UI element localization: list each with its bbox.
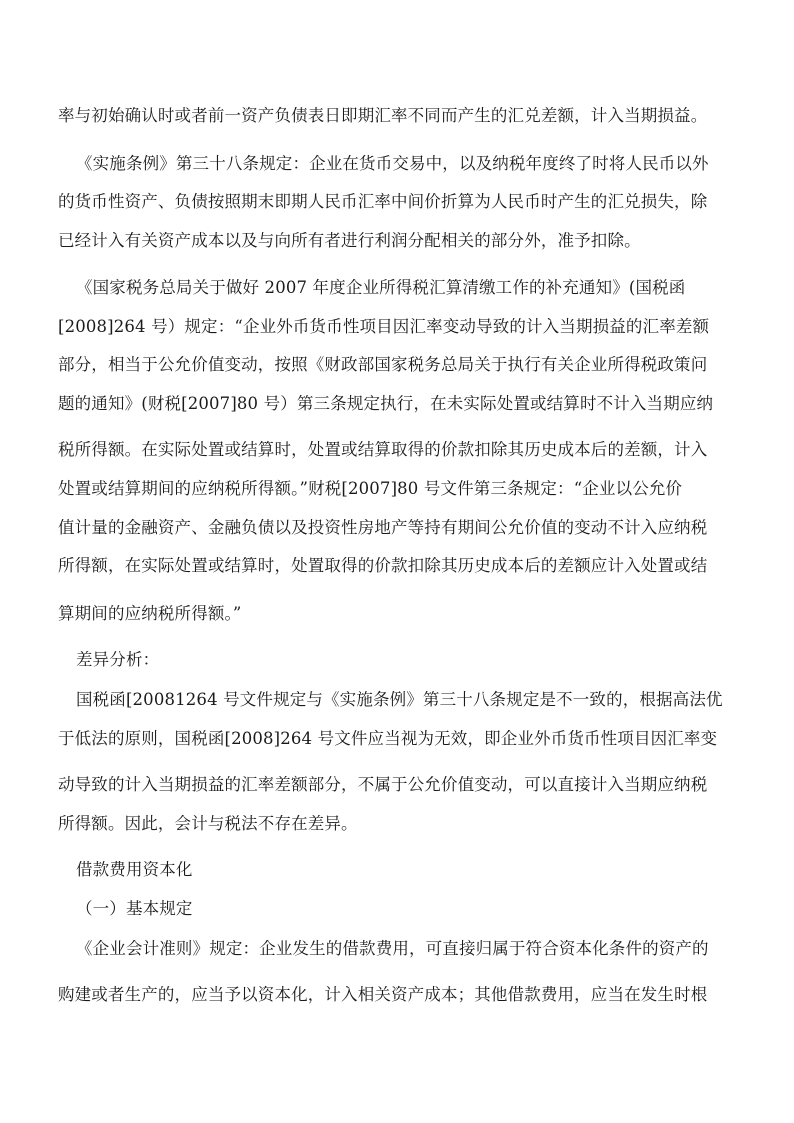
text-line: 题的通知》(财税[2007]80 号）第三条规定执行，在未实际处置或结算时不计入当期应纳	[58, 394, 714, 413]
text-line: 已经计入有关资产成本以及与向所有者进行利润分配相关的部分外，准予扣除。	[58, 231, 641, 250]
text-line: 的货币性资产、负债按照期末即期人民币汇率中间价折算为人民币时产生的汇兑损失，除	[58, 192, 708, 211]
text-line: 于低法的原则，国税函[2008]264 号文件应当视为无效，即企业外币货币性项目因汇率变	[58, 729, 718, 748]
text-line: 国税函[20081264 号文件规定与《实施条例》第三十八条规定是不一致的，根据高法优	[76, 690, 723, 709]
text-line: [2008]264 号）规定：“企业外币货币性项目因汇率变动导致的计入当期损益的汇率差额	[58, 317, 710, 336]
text-line: 处置或结算期间的应纳税所得额。”财税[2007]80 号文件第三条规定：“企业以公允价	[58, 479, 683, 498]
section-heading: 借款费用资本化	[76, 860, 193, 879]
text-line: 《国家税务总局关于做好 2007 年度企业所得税汇算清缴工作的补充通知》(国税函	[76, 278, 686, 297]
text-line: 所得额，在实际处置或结算时，处置取得的价款扣除其历史成本后的差额应计入处置或结	[58, 556, 708, 575]
text-line: 所得额。因此，会计与税法不存在差异。	[58, 814, 358, 833]
section-heading: 差异分析：	[76, 650, 160, 669]
text-line: 动导致的计入当期损益的汇率差额部分，不属于公允价值变动，可以直接计入当期应纳税	[58, 775, 708, 794]
text-line: 《企业会计准则》规定：企业发生的借款费用，可直接归属于符合资本化条件的资产的	[76, 939, 709, 958]
text-line: 算期间的应纳税所得额。”	[58, 604, 242, 623]
text-line: 《实施条例》第三十八条规定：企业在货币交易中，以及纳税年度终了时将人民币以外	[76, 154, 709, 173]
text-line: 税所得额。在实际处置或结算时，处置或结算取得的价款扣除其历史成本后的差额，计入	[58, 440, 708, 459]
text-line: 部分，相当于公允价值变动，按照《财政部国家税务总局关于执行有关企业所得税政策问	[58, 355, 708, 374]
text-line: 购建或者生产的，应当予以资本化，计入相关资产成本；其他借款费用，应当在发生时根	[58, 985, 708, 1004]
section-subheading: （一）基本规定	[76, 899, 193, 918]
text-line: 值计量的金融资产、金融负债以及投资性房地产等持有期间公允价值的变动不计入应纳税	[58, 518, 708, 537]
text-line: 率与初始确认时或者前一资产负债表日即期汇率不同而产生的汇兑差额，计入当期损益。	[58, 106, 708, 125]
